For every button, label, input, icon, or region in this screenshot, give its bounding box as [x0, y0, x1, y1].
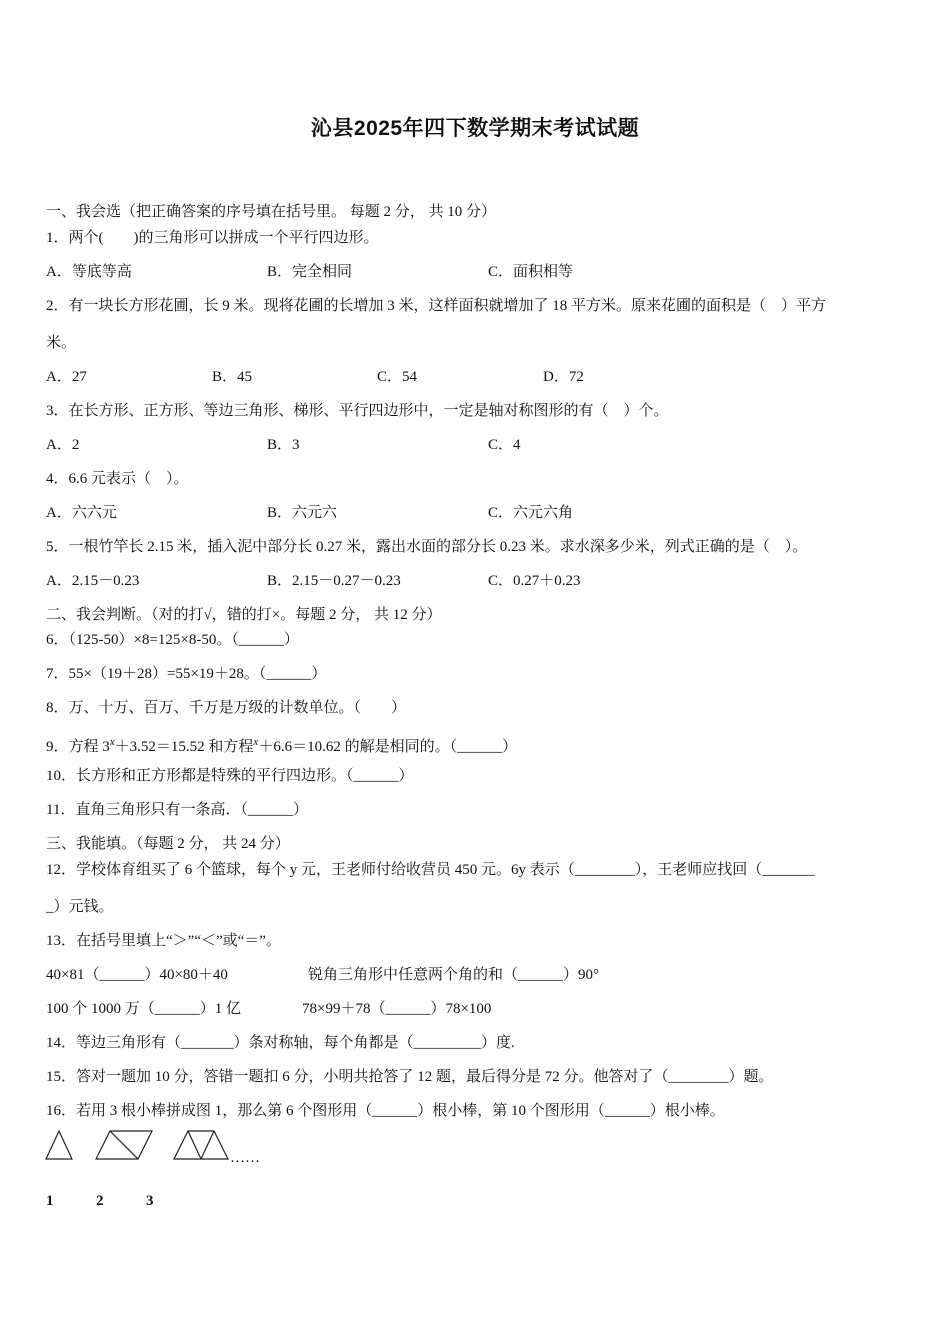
q9-variable-x-2: x: [253, 736, 259, 748]
q1-option-a: A．等底等高: [46, 264, 132, 280]
q3-option-b: B．3: [267, 437, 300, 453]
q5-option-b: B．2.15－0.27－0.23: [267, 573, 401, 589]
q13-item-4: 78×99＋78（______）78×100: [302, 1001, 492, 1017]
q2-option-d: D．72: [543, 369, 584, 385]
q9-part1: 9．方程 3: [46, 739, 110, 755]
q3-option-c: C．4: [488, 437, 521, 453]
question-2: 2．有一块长方形花圃，长 9 米。现将花圃的长增加 3 米，这样面积就增加了 18 平方米。原来花圃的面积是（ ）平方: [46, 298, 827, 314]
section-heading-3: 三、我能填。（每题 2 分， 共 24 分）: [46, 836, 290, 852]
question-1: 1．两个( )的三角形可以拼成一个平行四边形。: [46, 230, 379, 246]
section-heading-1: 一、我会选（把正确答案的序号填在括号里。 每题 2 分， 共 10 分）: [46, 204, 497, 220]
figure-label-2: 2: [96, 1193, 104, 1209]
q9-variable-x: x: [109, 736, 115, 748]
figure-3-stick-2: [201, 1131, 214, 1159]
q1-option-b: B．完全相同: [267, 264, 353, 280]
q4-option-c: C．六元六角: [488, 505, 574, 521]
figure-label-1: 1: [46, 1193, 54, 1209]
question-13: 13．在括号里填上“＞”“＜”或“＝”。: [46, 933, 281, 949]
page-title: 沁县2025年四下数学期末考试试题: [310, 117, 640, 140]
question-12-cont: _）元钱。: [46, 899, 114, 915]
question-10: 10．长方形和正方形都是特殊的平行四边形。（______）: [46, 768, 414, 784]
q2-option-b: B．45: [212, 369, 253, 385]
pattern-ellipsis: ……: [230, 1150, 260, 1166]
q5-option-a: A．2.15－0.23: [46, 573, 140, 589]
figure-3-stick-1: [188, 1131, 201, 1159]
q1-option-c: C．面积相等: [488, 264, 574, 280]
q13-item-1: 40×81（______）40×80＋40: [46, 967, 228, 983]
question-12: 12．学校体育组买了 6 个篮球，每个 y 元，王老师付给收营员 450 元。6y 表示（________），王老师应找回（_______: [46, 862, 815, 878]
question-16: 16．若用 3 根小棒拼成图 1，那么第 6 个图形用（______）根小棒，第 10 个图形用（______）根小棒。: [46, 1103, 725, 1119]
question-8: 8．万、十万、百万、千万是万级的计数单位。（ ）: [46, 700, 407, 716]
q13-item-3: 100 个 1000 万（______）1 亿: [46, 1001, 242, 1017]
figure-1-triangle: [46, 1131, 72, 1159]
question-6: 6．（125-50）×8=125×8-50。（______）: [46, 632, 299, 648]
question-5: 5．一根竹竿长 2.15 米，插入泥中部分长 0.27 米，露出水面的部分长 0.23 米。求水深多少米，列式正确的是（ ）。: [46, 539, 808, 555]
q2-option-c: C．54: [377, 369, 418, 385]
question-14: 14．等边三角形有（_______）条对称轴，每个角都是（_________）度.: [46, 1035, 515, 1051]
q2-option-a: A．27: [46, 369, 87, 385]
q4-option-b: B．六元六: [267, 505, 338, 521]
q4-option-a: A．六六元: [46, 505, 117, 521]
q9-part3: ＋6.6＝10.62 的解是相同的。（______）: [258, 739, 518, 755]
q5-option-c: C．0.27＋0.23: [488, 573, 581, 589]
figure-3-trapezoid: [174, 1131, 228, 1159]
section-heading-2: 二、我会判断。（对的打√，错的打×。每题 2 分， 共 12 分）: [46, 607, 442, 623]
question-3: 3．在长方形、正方形、等边三角形、梯形、平行四边形中，一定是轴对称图形的有（ ）个。: [46, 403, 669, 419]
question-4: 4．6.6 元表示（ ）。: [46, 471, 189, 487]
question-2-cont: 米。: [46, 335, 77, 351]
q9-part2: ＋3.52＝15.52 和方程: [114, 739, 254, 755]
q13-item-2: 锐角三角形中任意两个角的和（______）90°: [308, 967, 600, 983]
q3-option-a: A．2: [46, 437, 80, 453]
question-15: 15．答对一题加 10 分，答错一题扣 6 分，小明共抢答了 12 题，最后得分是 72 分。他答对了（________）题。: [46, 1069, 774, 1085]
question-11: 11．直角三角形只有一条高．（______）: [46, 802, 308, 818]
question-9: [46, 732, 517, 757]
figure-label-3: 3: [146, 1193, 154, 1209]
question-7: 7．55×（19＋28）=55×19＋28。（______）: [46, 666, 327, 682]
figure-2-diagonal: [110, 1131, 138, 1159]
